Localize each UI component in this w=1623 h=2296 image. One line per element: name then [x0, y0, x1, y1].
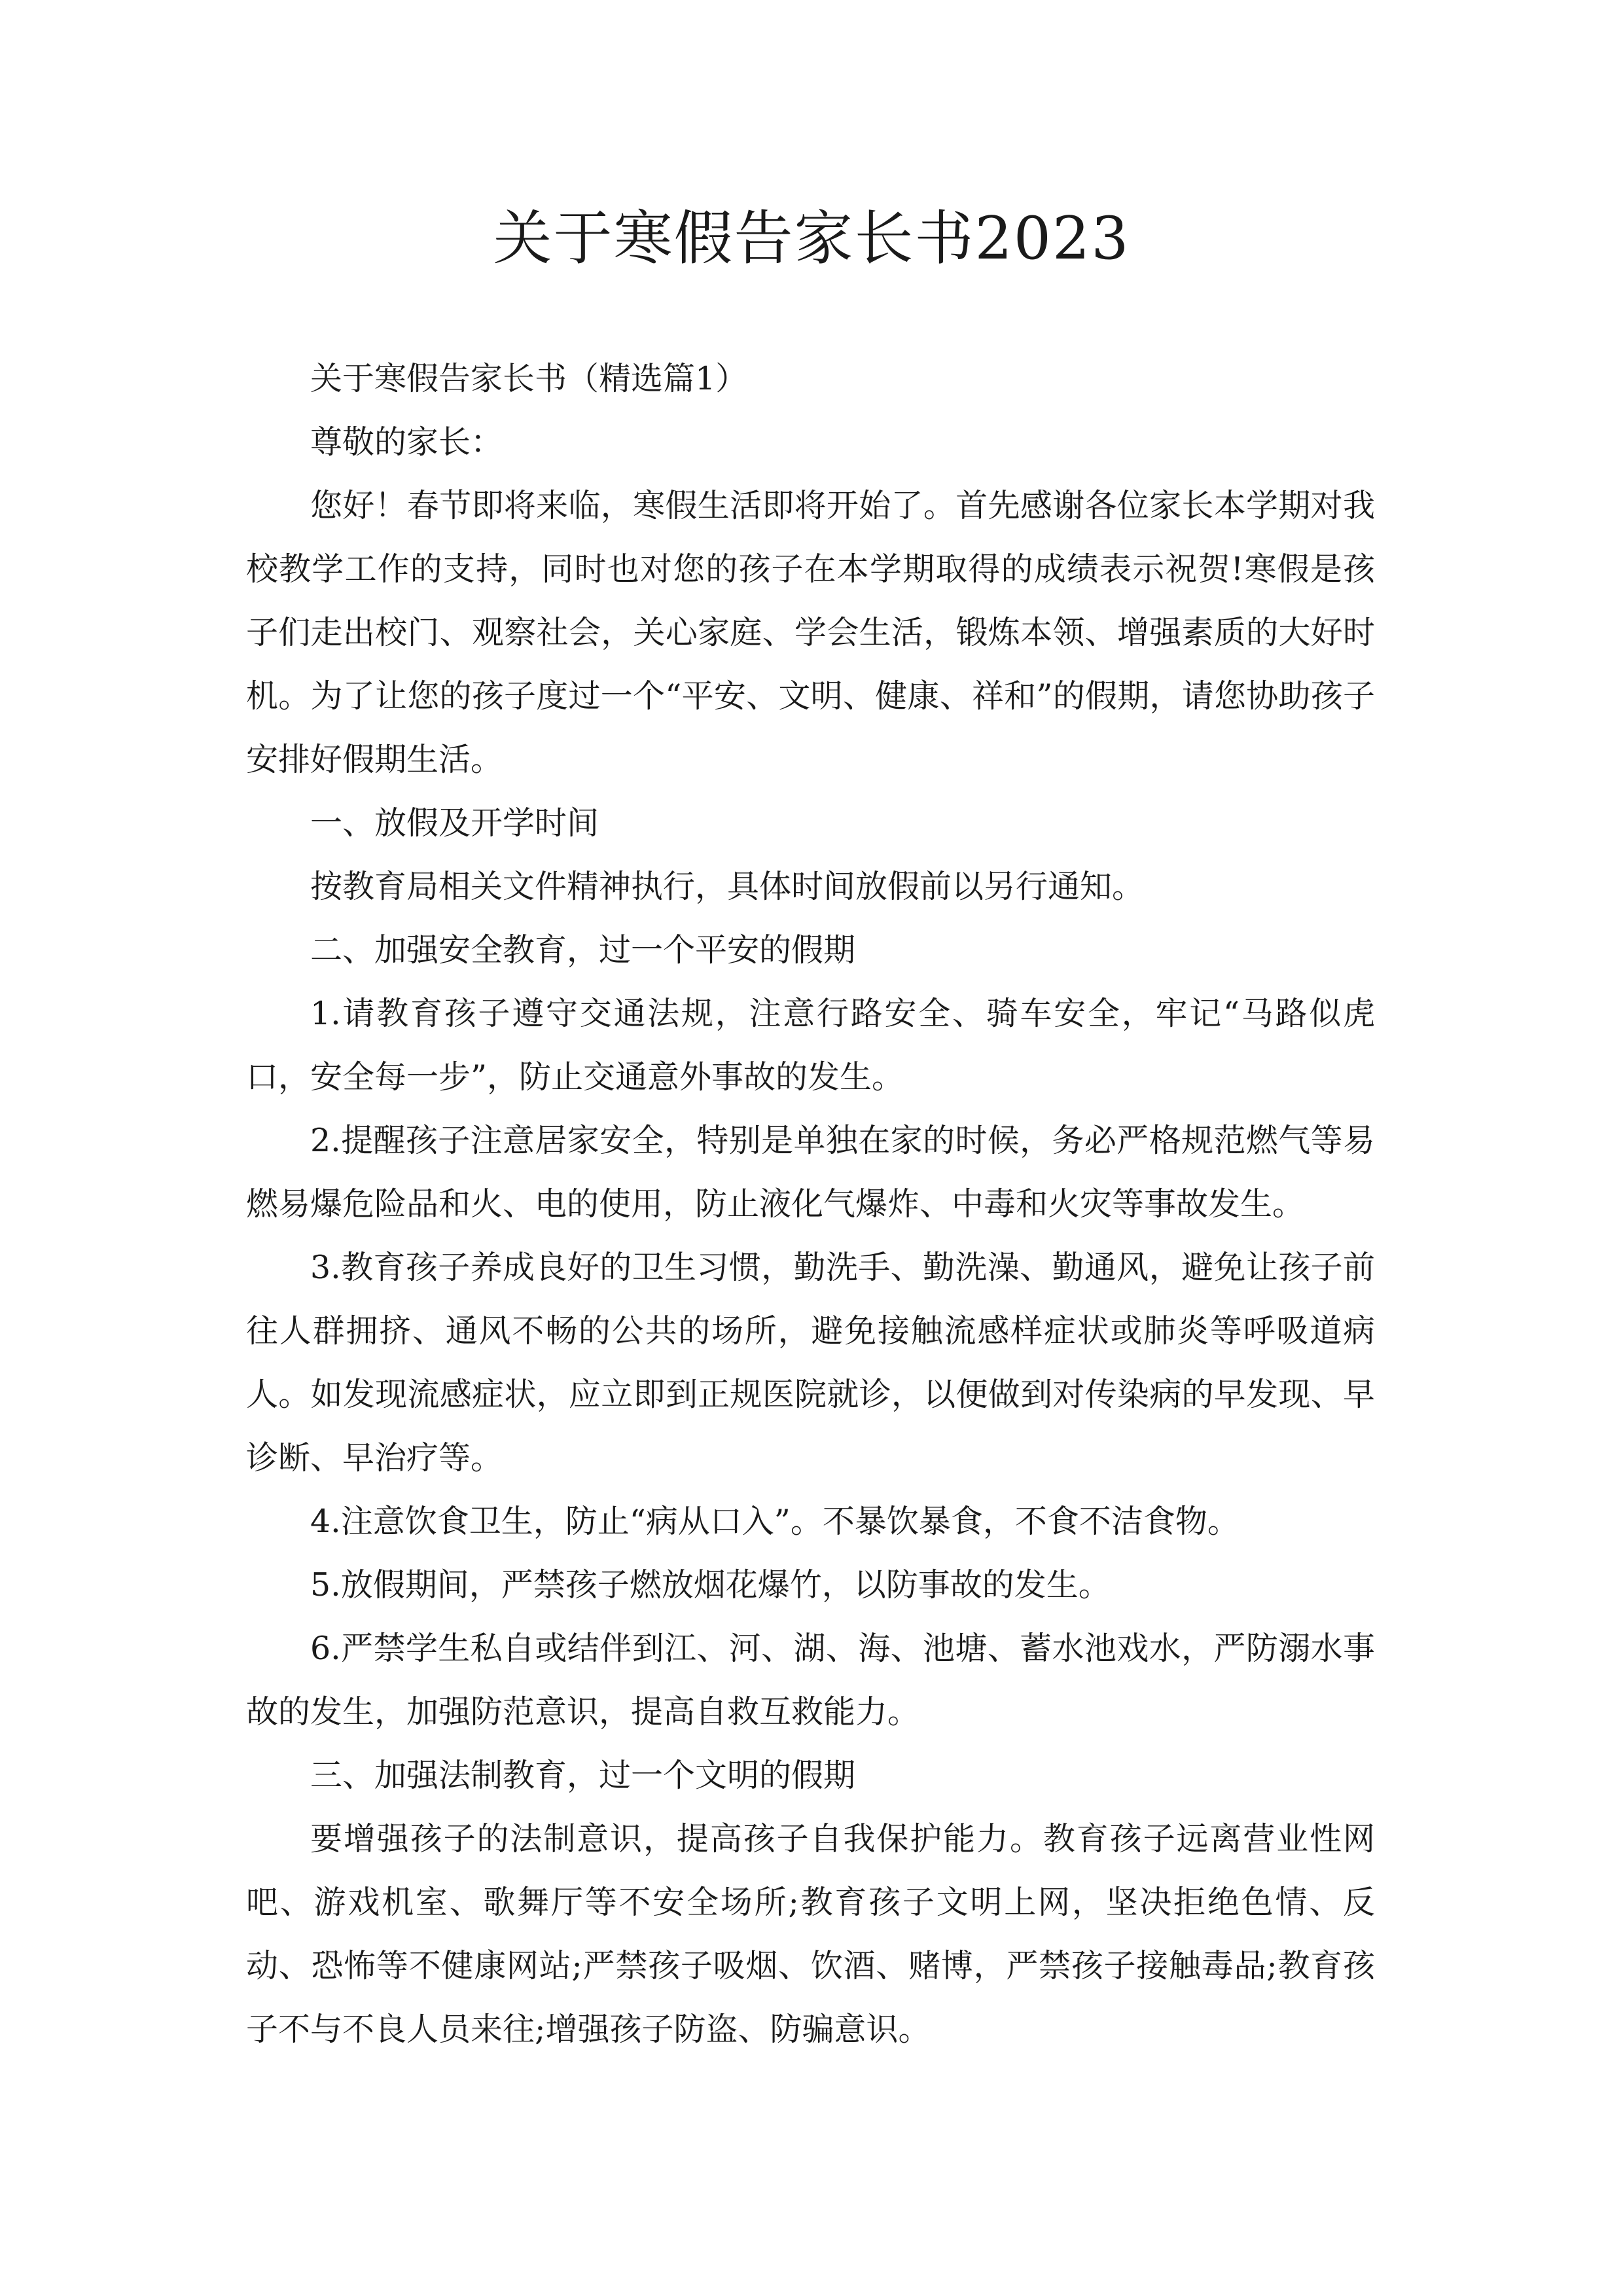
paragraph: 您好！春节即将来临，寒假生活即将开始了。首先感谢各位家长本学期对我校教学工作的支持，同时也对您的孩子在本学期取得的成绩表示祝贺!寒假是孩子们走出校门、观察社会，关心家庭、学会生活，锻炼本领、增强素质的大好时机。为了让您的孩子度过一个“平安、文明、健康、祥和”的假期，请您协助孩子安排好假期生活。 — [246, 487, 1375, 778]
section-heading: 二、加强安全教育，过一个平安的假期 — [310, 931, 856, 969]
document-title: 关于寒假告家长书2023 — [493, 204, 1130, 273]
document-body — [246, 347, 1375, 2061]
list-item: 3.教育孩子养成良好的卫生习惯，勤洗手、勤洗澡、勤通风，避免让孩子前往人群拥挤、通风不畅的公共的场所，避免接触流感样症状或肺炎等呼吸道病人。如发现流感症状，应立即到正规医院就诊，以便做到对传染病的早发现、早诊断、早治疗等。 — [246, 1249, 1375, 1477]
section-heading: 三、加强法制教育，过一个文明的假期 — [310, 1757, 856, 1794]
list-item: 2.提醒孩子注意居家安全，特别是单独在家的时候，务必严格规范燃气等易燃易爆危险品和火、电的使用，防止液化气爆炸、中毒和火灾等事故发生。 — [246, 1122, 1375, 1223]
section-heading: 一、放假及开学时间 — [310, 804, 599, 842]
section-heading: 关于寒假告家长书（精选篇1） — [310, 360, 748, 397]
paragraph: 要增强孩子的法制意识，提高孩子自我保护能力。教育孩子远离营业性网吧、游戏机室、歌舞厅等不安全场所;教育孩子文明上网，坚决拒绝色情、反动、恐怖等不健康网站;严禁孩子吸烟、饮酒、赌博，严禁孩子接触毒品;教育孩子不与不良人员来往;增强孩子防盗、防骗意识。 — [246, 1820, 1375, 2048]
paragraph: 按教育局相关文件精神执行，具体时间放假前以另行通知。 — [310, 868, 1145, 905]
list-item: 1.请教育孩子遵守交通法规，注意行路安全、骑车安全，牢记“马路似虎口，安全每一步”，防止交通意外事故的发生。 — [246, 995, 1375, 1096]
list-item: 4.注意饮食卫生，防止“病从口入”。不暴饮暴食，不食不洁食物。 — [310, 1503, 1240, 1540]
list-item: 6.严禁学生私自或结伴到江、河、湖、海、池塘、蓄水池戏水，严防溺水事故的发生，加强防范意识，提高自救互救能力。 — [246, 1630, 1375, 1731]
salutation: 尊敬的家长： — [310, 423, 503, 461]
list-item: 5.放假期间，严禁孩子燃放烟花爆竹，以防事故的发生。 — [310, 1566, 1111, 1604]
